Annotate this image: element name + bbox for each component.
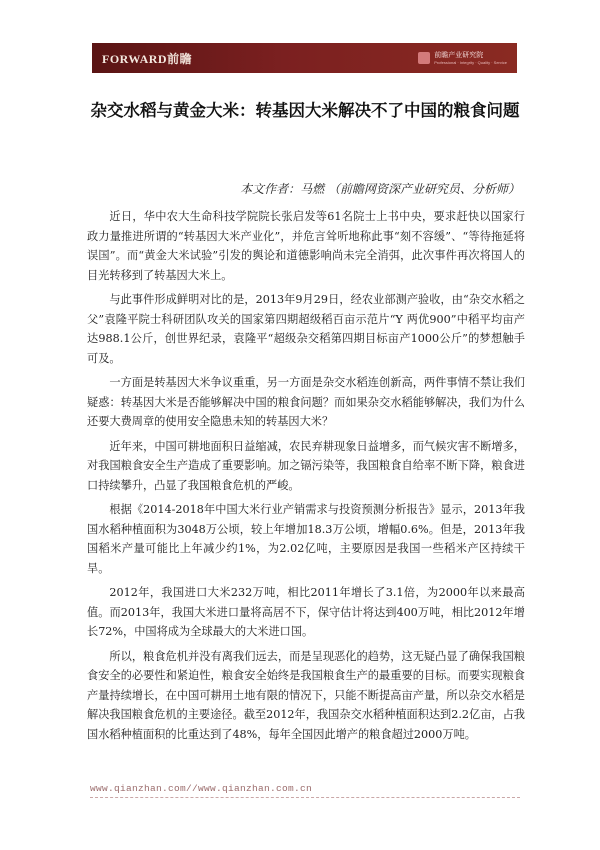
paragraph: 根据《2014-2018年中国大米行业产销需求与投资预测分析报告》显示，2013年我国水稻种植面积为3048万公顷，较上年增加18.3万公顷，增幅0.6%。但是，2013年我国稻米产量可能比上年减少约1%，为2.02亿吨，主要原因是我国一些稻米产区持续干旱。 bbox=[87, 503, 525, 575]
article-author: 本文作者：马燃 （前瞻网资深产业研究员、分析师） bbox=[240, 182, 520, 196]
footer-divider bbox=[90, 797, 520, 798]
institute-slogan: Professional · Integrity · Quality · Service bbox=[434, 59, 507, 65]
paragraph: 一方面是转基因大米争议重重，另一方面是杂交水稻连创新高，两件事情不禁让我们疑惑：转基因大米是否能够解决中国的粮食问题？而如果杂交水稻能够解决，我们为什么还要大费周章的使用安全隐患未知的转基因大米？ bbox=[87, 376, 525, 428]
article-body bbox=[87, 207, 525, 749]
footer-url[interactable]: www.qianzhan.com//www.qianzhan.com.cn bbox=[90, 783, 313, 794]
paragraph: 近年来，中国可耕地面积日益缩减，农民弃耕现象日益增多，而气候灾害不断增多，对我国粮食安全生产造成了重要影响。加之镉污染等，我国粮食自给率不断下降，粮食进口持续攀升，凸显了我国粮食危机的严峻。 bbox=[87, 439, 525, 492]
paragraph: 与此事件形成鲜明对比的是，2013年9月29日，经农业部测产验收，由“杂交水稻之父”袁隆平院士科研团队攻关的国家第四期超级稻百亩示范片“Y 两优900”中稻平均亩产达988.1公斤，创世界纪录，袁隆平“超级杂交稻第四期目标亩产1000公斤”的梦想触手可及。 bbox=[87, 293, 525, 365]
paragraph: 2012年，我国进口大米232万吨，相比2011年增长了3.1倍，为2000年以来最高值。而2013年，我国大米进口量将高居不下，保守估计将达到400万吨，相比2012年增长72%，中国将成为全球最大的大米进口国。 bbox=[87, 586, 525, 638]
header-banner bbox=[92, 43, 517, 73]
institute-logo bbox=[418, 52, 507, 65]
article-title: 杂交水稻与黄金大米：转基因大米解决不了中国的粮食问题 bbox=[90, 101, 520, 120]
institute-emblem-icon bbox=[418, 52, 430, 64]
institute-name: 前瞻产业研究院 bbox=[434, 50, 484, 59]
paragraph: 所以，粮食危机并没有离我们远去，而是呈现恶化的趋势，这无疑凸显了确保我国粮食安全的必要性和紧迫性，粮食安全始终是我国粮食生产的最重要的目标。而要实现粮食产量持续增长，在中国可耕用土地有限的情况下，只能不断提高亩产量，所以杂交水稻是解决我国粮食危机的主要途径。截至2012年，我国杂交水稻种植面积达到2.2亿亩，占我国水稻种植面积的比重达到了48%，每年全国因此增产的粮食超过2000万吨。 bbox=[87, 649, 525, 741]
paragraph: 近日，华中农大生命科技学院院长张启发等61名院士上书中央，要求赶快以国家行政力量推进所谓的“转基因大米产业化”，并危言耸听地称此事“刻不容缓”、“等待拖延将误国”。而“黄金大米试验”引发的舆论和道德影响尚未完全消弭，此次事件再次将国人的目光转移到了转基因大米上。 bbox=[87, 210, 525, 282]
brand-logo-text: FORWARD前瞻 bbox=[102, 51, 193, 66]
